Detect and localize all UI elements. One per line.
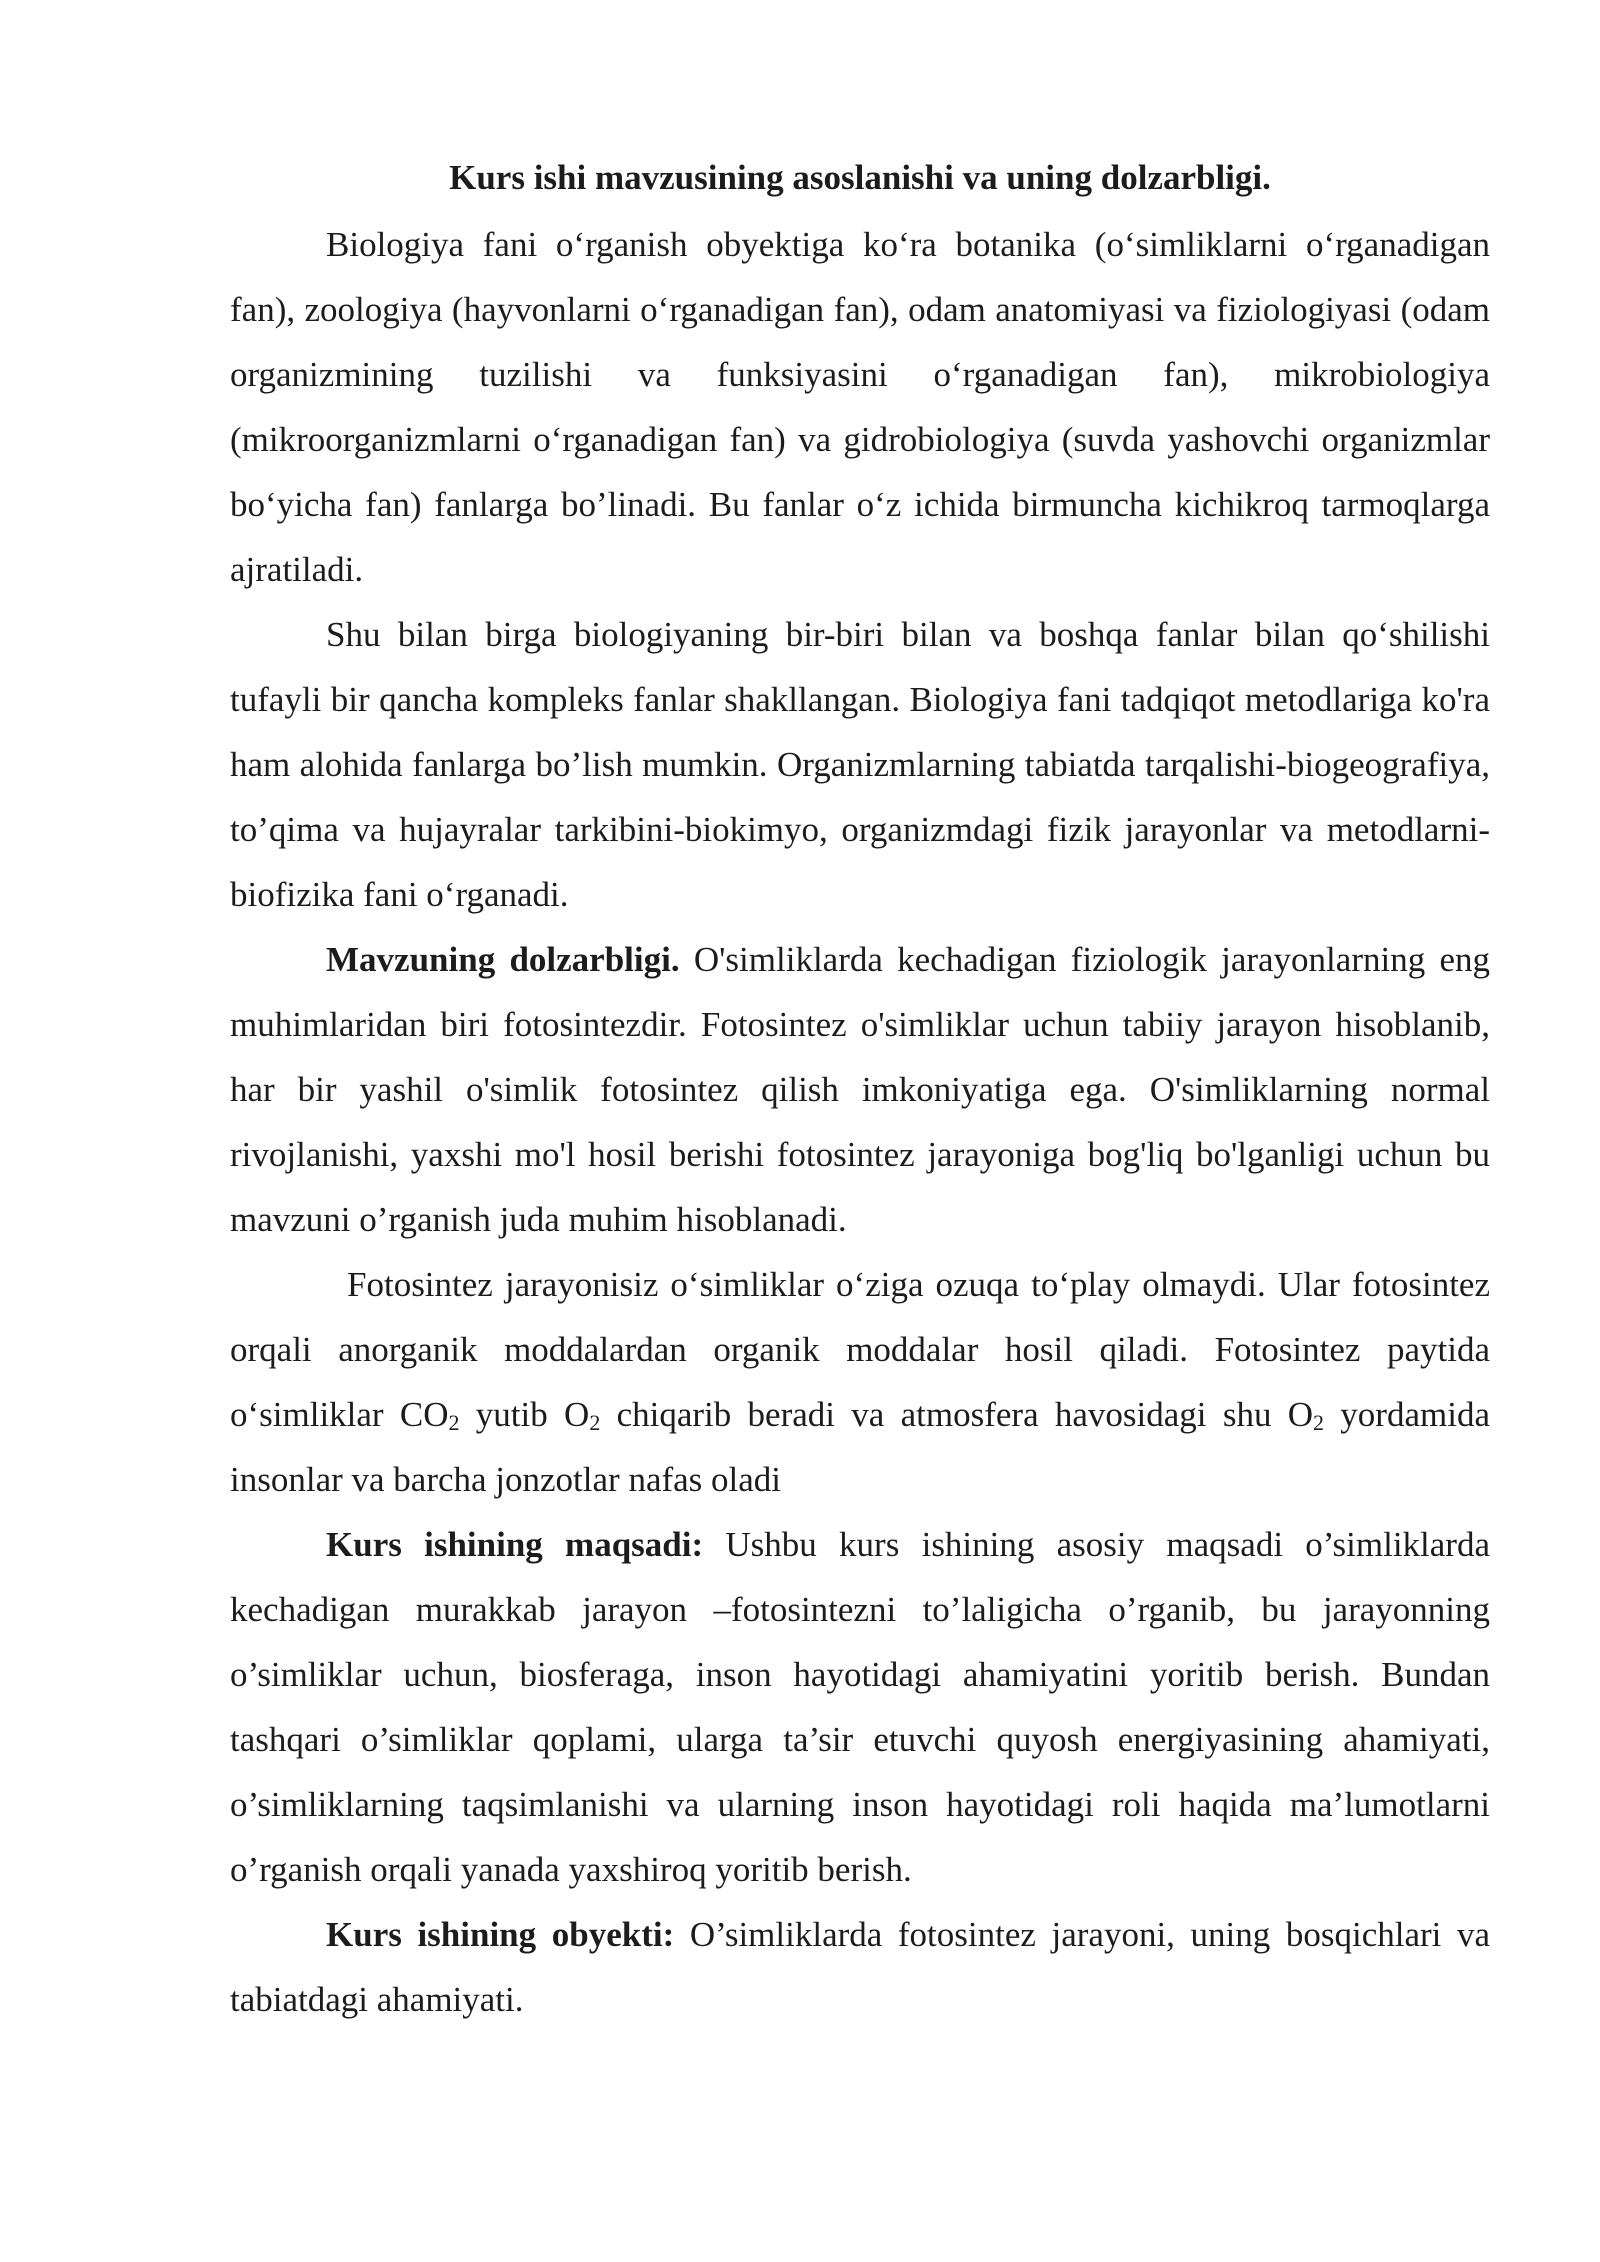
subscript-o2-second: 2 — [1313, 1410, 1325, 1435]
document-page — [230, 148, 1490, 2032]
photosynthesis-text-3: chiqarib beradi va atmosfera havosidagi shu O — [600, 1395, 1314, 1434]
photosynthesis-text-2: yutib O — [459, 1395, 590, 1434]
page-title: Kurs ishi mavzusining asoslanishi va uning dolzarbligi. — [449, 158, 1271, 197]
subscript-o2-first: 2 — [589, 1410, 601, 1435]
paragraph-complex-sciences: Shu bilan birga biologiyaning bir-biri bilan va boshqa fanlar bilan qo‘shilishi tufayli bir qancha kompleks fanlar shakllangan. Biologiya fani tadqiqot metodlariga ko'ra ham alohida fanlarga bo’lish mumkin. Organizmlarning tabiatda tarqalishi-biogeografiya, to’qima va hujayralar tarkibini-biokimyo, organizmdagi fizik jarayonlar va metodlarni-biofizika fani o‘rganadi. — [230, 615, 1490, 914]
object-heading: Kurs ishining obyekti: — [326, 1915, 675, 1954]
photosynthesis-text-4: yordamida insonlar va barcha jonzotlar nafas oladi — [230, 1395, 1490, 1499]
paragraph-photosynthesis — [230, 1252, 1490, 1512]
goal-heading: Kurs ishining maqsadi: — [326, 1525, 704, 1564]
goal-text: Ushbu kurs ishining asosiy maqsadi o’simliklarda kechadigan murakkab jarayon –fotosintezni to’laligicha o’rganib, bu jarayonning o’simliklar uchun, biosferaga, inson hayotidagi ahamiyatini yoritib berish. Bundan tashqari o’simliklar qoplami, ularga ta’sir etuvchi quyosh energiyasining ahamiyati, o’simliklarning taqsimlanishi va ularning inson hayotidagi roli haqida ma’lumotlarni o’rganish orqali yanada yaxshiroq yoritib berish. — [230, 1525, 1490, 1889]
relevance-text: O'simliklarda kechadigan fiziologik jarayonlarning eng muhimlaridan biri fotosintezdir. Fotosintez o'simliklar uchun tabiiy jarayon hisoblanib, har bir yashil o'simlik fotosintez qilish imkoniyatiga ega. O'simliklarning normal rivojlanishi, yaxshi mo'l hosil berishi fotosintez jarayoniga bog'liq bo'lganligi uchun bu mavzuni o’rganish juda muhim hisoblanadi. — [230, 940, 1490, 1239]
paragraph-relevance — [230, 927, 1490, 1252]
relevance-heading: Mavzuning dolzarbligi. — [326, 940, 680, 979]
subscript-co2: 2 — [448, 1410, 460, 1435]
paragraph-biology-branches: Biologiya fani o‘rganish obyektiga ko‘ra botanika (o‘simliklarni o‘rganadigan fan), zoologiya (hayvonlarni o‘rganadigan fan), odam anatomiyasi va fiziologiyasi (odam organizmining tuzilishi va funksiyasini o‘rganadigan fan), mikrobiologiya (mikroorganizmlarni o‘rganadigan fan) va gidrobiologiya (suvda yashovchi organizmlar bo‘yicha fan) fanlarga bo’linadi. Bu fanlar o‘z ichida birmuncha kichikroq tarmoqlarga ajratiladi. — [230, 225, 1490, 589]
paragraph-goal — [230, 1512, 1490, 1902]
paragraph-object — [230, 1902, 1490, 2032]
photosynthesis-text-1: Fotosintez jarayonisiz o‘simliklar o‘ziga ozuqa to‘play olmaydi. Ular fotosintez orqali anorganik moddalardan organik moddalar hosil qiladi. Fotosintez paytida o‘simliklar CO — [230, 1265, 1490, 1434]
object-text: O’simliklarda fotosintez jarayoni, uning bosqichlari va tabiatdagi ahamiyati. — [230, 1915, 1490, 2019]
